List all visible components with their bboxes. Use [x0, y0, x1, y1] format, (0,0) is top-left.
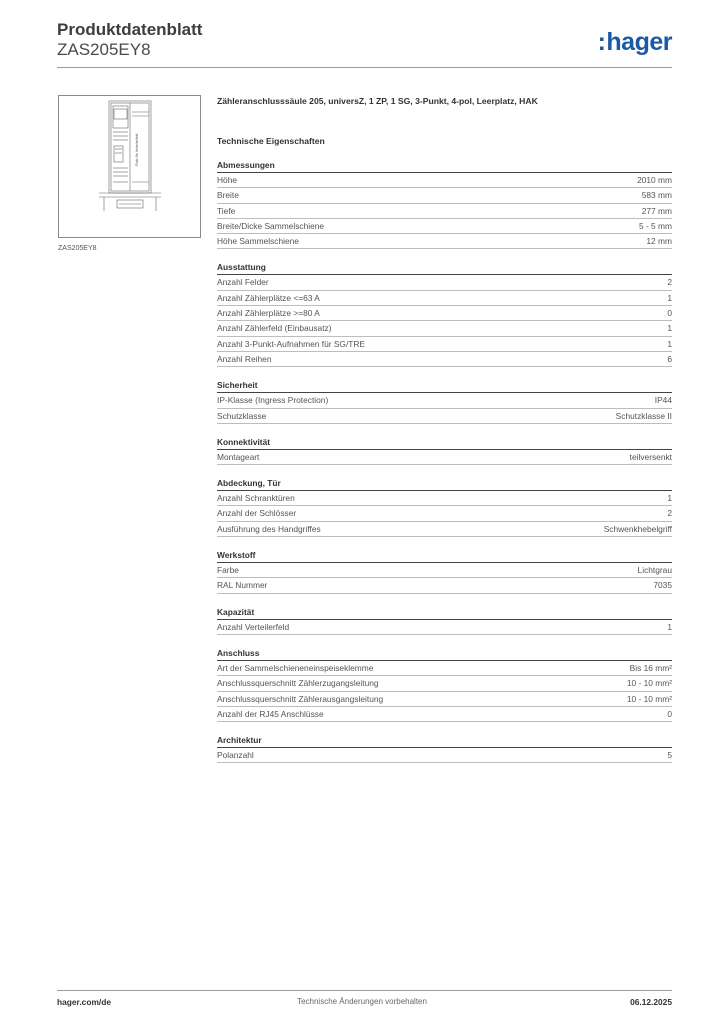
row-label: IP-Klasse (Ingress Protection) — [217, 395, 329, 406]
row-label: Höhe — [217, 175, 238, 185]
footer-website: hager.com/de — [57, 997, 111, 1007]
table-row — [217, 204, 672, 219]
table-row — [217, 234, 672, 249]
row-value: 1 — [667, 292, 672, 303]
section — [217, 260, 672, 367]
row-label: Breite — [217, 190, 239, 201]
row-label: Ausführung des Handgriffes — [217, 523, 321, 534]
section — [217, 476, 672, 537]
row-value: 10 - 10 mm² — [626, 693, 672, 704]
table-row — [217, 352, 672, 367]
footer-date: 06.12.2025 — [630, 997, 672, 1007]
row-value: 6 — [667, 353, 672, 364]
product-description: Zähleranschlusssäule 205, universZ, 1 ZP, 1 SG, 3-Punkt, 4-pol, Leerplatz, HAK — [217, 96, 538, 106]
table-row — [217, 578, 672, 593]
row-value: 1 — [667, 338, 672, 349]
section-title: Anschluss — [217, 646, 672, 661]
document-title: Produktdatenblatt — [57, 20, 203, 39]
row-label: Anzahl Zählerfeld (Einbausatz) — [217, 323, 332, 334]
row-label: Montageart — [217, 451, 260, 462]
row-label: Anzahl Felder — [217, 277, 269, 288]
row-label: Anschlussquerschnitt Zählerausgangsleitung — [217, 693, 384, 704]
section-title: Kapazität — [217, 605, 672, 620]
table-row — [217, 337, 672, 352]
section-title: Abmessungen — [217, 158, 672, 173]
row-value: teilversenkt — [629, 451, 672, 462]
table-row — [217, 219, 672, 234]
row-value: 1 — [667, 493, 672, 504]
table-row — [217, 409, 672, 424]
row-label: Art der Sammelschieneneinspeiseklemme — [217, 662, 374, 673]
table-row — [217, 522, 672, 537]
row-value: 0 — [667, 708, 672, 719]
row-label: Schutzklasse — [217, 410, 267, 421]
image-caption: ZAS205EY8 — [58, 245, 97, 252]
section-title: Konnektivität — [217, 435, 672, 450]
table-row — [217, 275, 672, 290]
row-value: 2 — [667, 508, 672, 519]
properties-table — [217, 158, 672, 763]
section — [217, 646, 672, 722]
row-value: Schwenkhebelgriff — [603, 523, 672, 534]
table-row — [217, 676, 672, 691]
table-row — [217, 306, 672, 321]
section — [217, 605, 672, 635]
row-label: Farbe — [217, 565, 239, 576]
row-value: 5 - 5 mm — [638, 220, 672, 231]
row-label: Anzahl Zählerplätze >=80 A — [217, 308, 320, 319]
footer-notice: Technische Änderungen vorbehalten — [297, 997, 427, 1006]
table-row — [217, 506, 672, 521]
row-label: Anzahl Schranktüren — [217, 493, 295, 504]
row-value: 12 mm — [646, 236, 672, 247]
table-row — [217, 321, 672, 336]
table-row — [217, 450, 672, 465]
meter-column-drawing — [59, 96, 202, 239]
product-code: ZAS205EY8 — [57, 40, 151, 59]
content-column — [217, 94, 672, 774]
table-row — [217, 692, 672, 707]
row-label: Anschlussquerschnitt Zählerzugangsleitung — [217, 678, 379, 689]
row-label: Anzahl der Schlösser — [217, 508, 297, 519]
logo-text: hager — [606, 28, 672, 56]
row-value: 2010 mm — [637, 175, 672, 185]
tech-properties-title: Technische Eigenschaften — [217, 136, 325, 146]
table-row — [217, 620, 672, 635]
product-image — [58, 95, 201, 238]
row-value: IP44 — [654, 395, 672, 406]
row-label: Anzahl 3-Punkt-Aufnahmen für SG/TRE — [217, 338, 366, 349]
table-row — [217, 291, 672, 306]
row-value: 2 — [667, 277, 672, 288]
row-value: 10 - 10 mm² — [626, 678, 672, 689]
row-label: Anzahl Zählerplätze <=63 A — [217, 292, 320, 303]
section — [217, 378, 672, 424]
row-label: Anzahl Reihen — [217, 353, 272, 364]
table-row — [217, 707, 672, 722]
section — [217, 733, 672, 763]
section — [217, 435, 672, 465]
section-title: Ausstattung — [217, 260, 672, 275]
section-title: Sicherheit — [217, 378, 672, 393]
section — [217, 158, 672, 249]
footer-divider — [57, 990, 672, 991]
table-row — [217, 173, 672, 188]
hager-logo — [598, 28, 672, 57]
row-label: RAL Nummer — [217, 580, 268, 591]
section-title: Architektur — [217, 733, 672, 748]
drawing-label: Platz für Verteilerfeld — [135, 133, 139, 166]
table-row — [217, 393, 672, 408]
section-title: Abdeckung, Tür — [217, 476, 672, 491]
row-value: 0 — [667, 308, 672, 319]
section — [217, 548, 672, 594]
row-value: 7035 — [653, 580, 672, 591]
row-value: 1 — [667, 621, 672, 632]
row-value: Lichtgrau — [637, 565, 672, 576]
row-label: Polanzahl — [217, 750, 254, 761]
row-value: 1 — [667, 323, 672, 334]
row-value: 277 mm — [641, 205, 672, 216]
row-value: Bis 16 mm² — [629, 662, 672, 673]
table-row — [217, 748, 672, 763]
row-label: Höhe Sammelschiene — [217, 236, 299, 247]
row-value: 583 mm — [641, 190, 672, 201]
table-row — [217, 491, 672, 506]
row-value: 5 — [667, 750, 672, 761]
logo-colon-icon: : — [597, 28, 606, 56]
row-label: Anzahl Verteilerfeld — [217, 621, 290, 632]
row-label: Tiefe — [217, 205, 236, 216]
row-value: Schutzklasse II — [615, 410, 672, 421]
row-label: Breite/Dicke Sammelschiene — [217, 220, 325, 231]
row-label: Anzahl der RJ45 Anschlüsse — [217, 708, 324, 719]
header-divider — [57, 67, 672, 68]
table-row — [217, 188, 672, 203]
table-row — [217, 563, 672, 578]
section-title: Werkstoff — [217, 548, 672, 563]
table-row — [217, 661, 672, 676]
